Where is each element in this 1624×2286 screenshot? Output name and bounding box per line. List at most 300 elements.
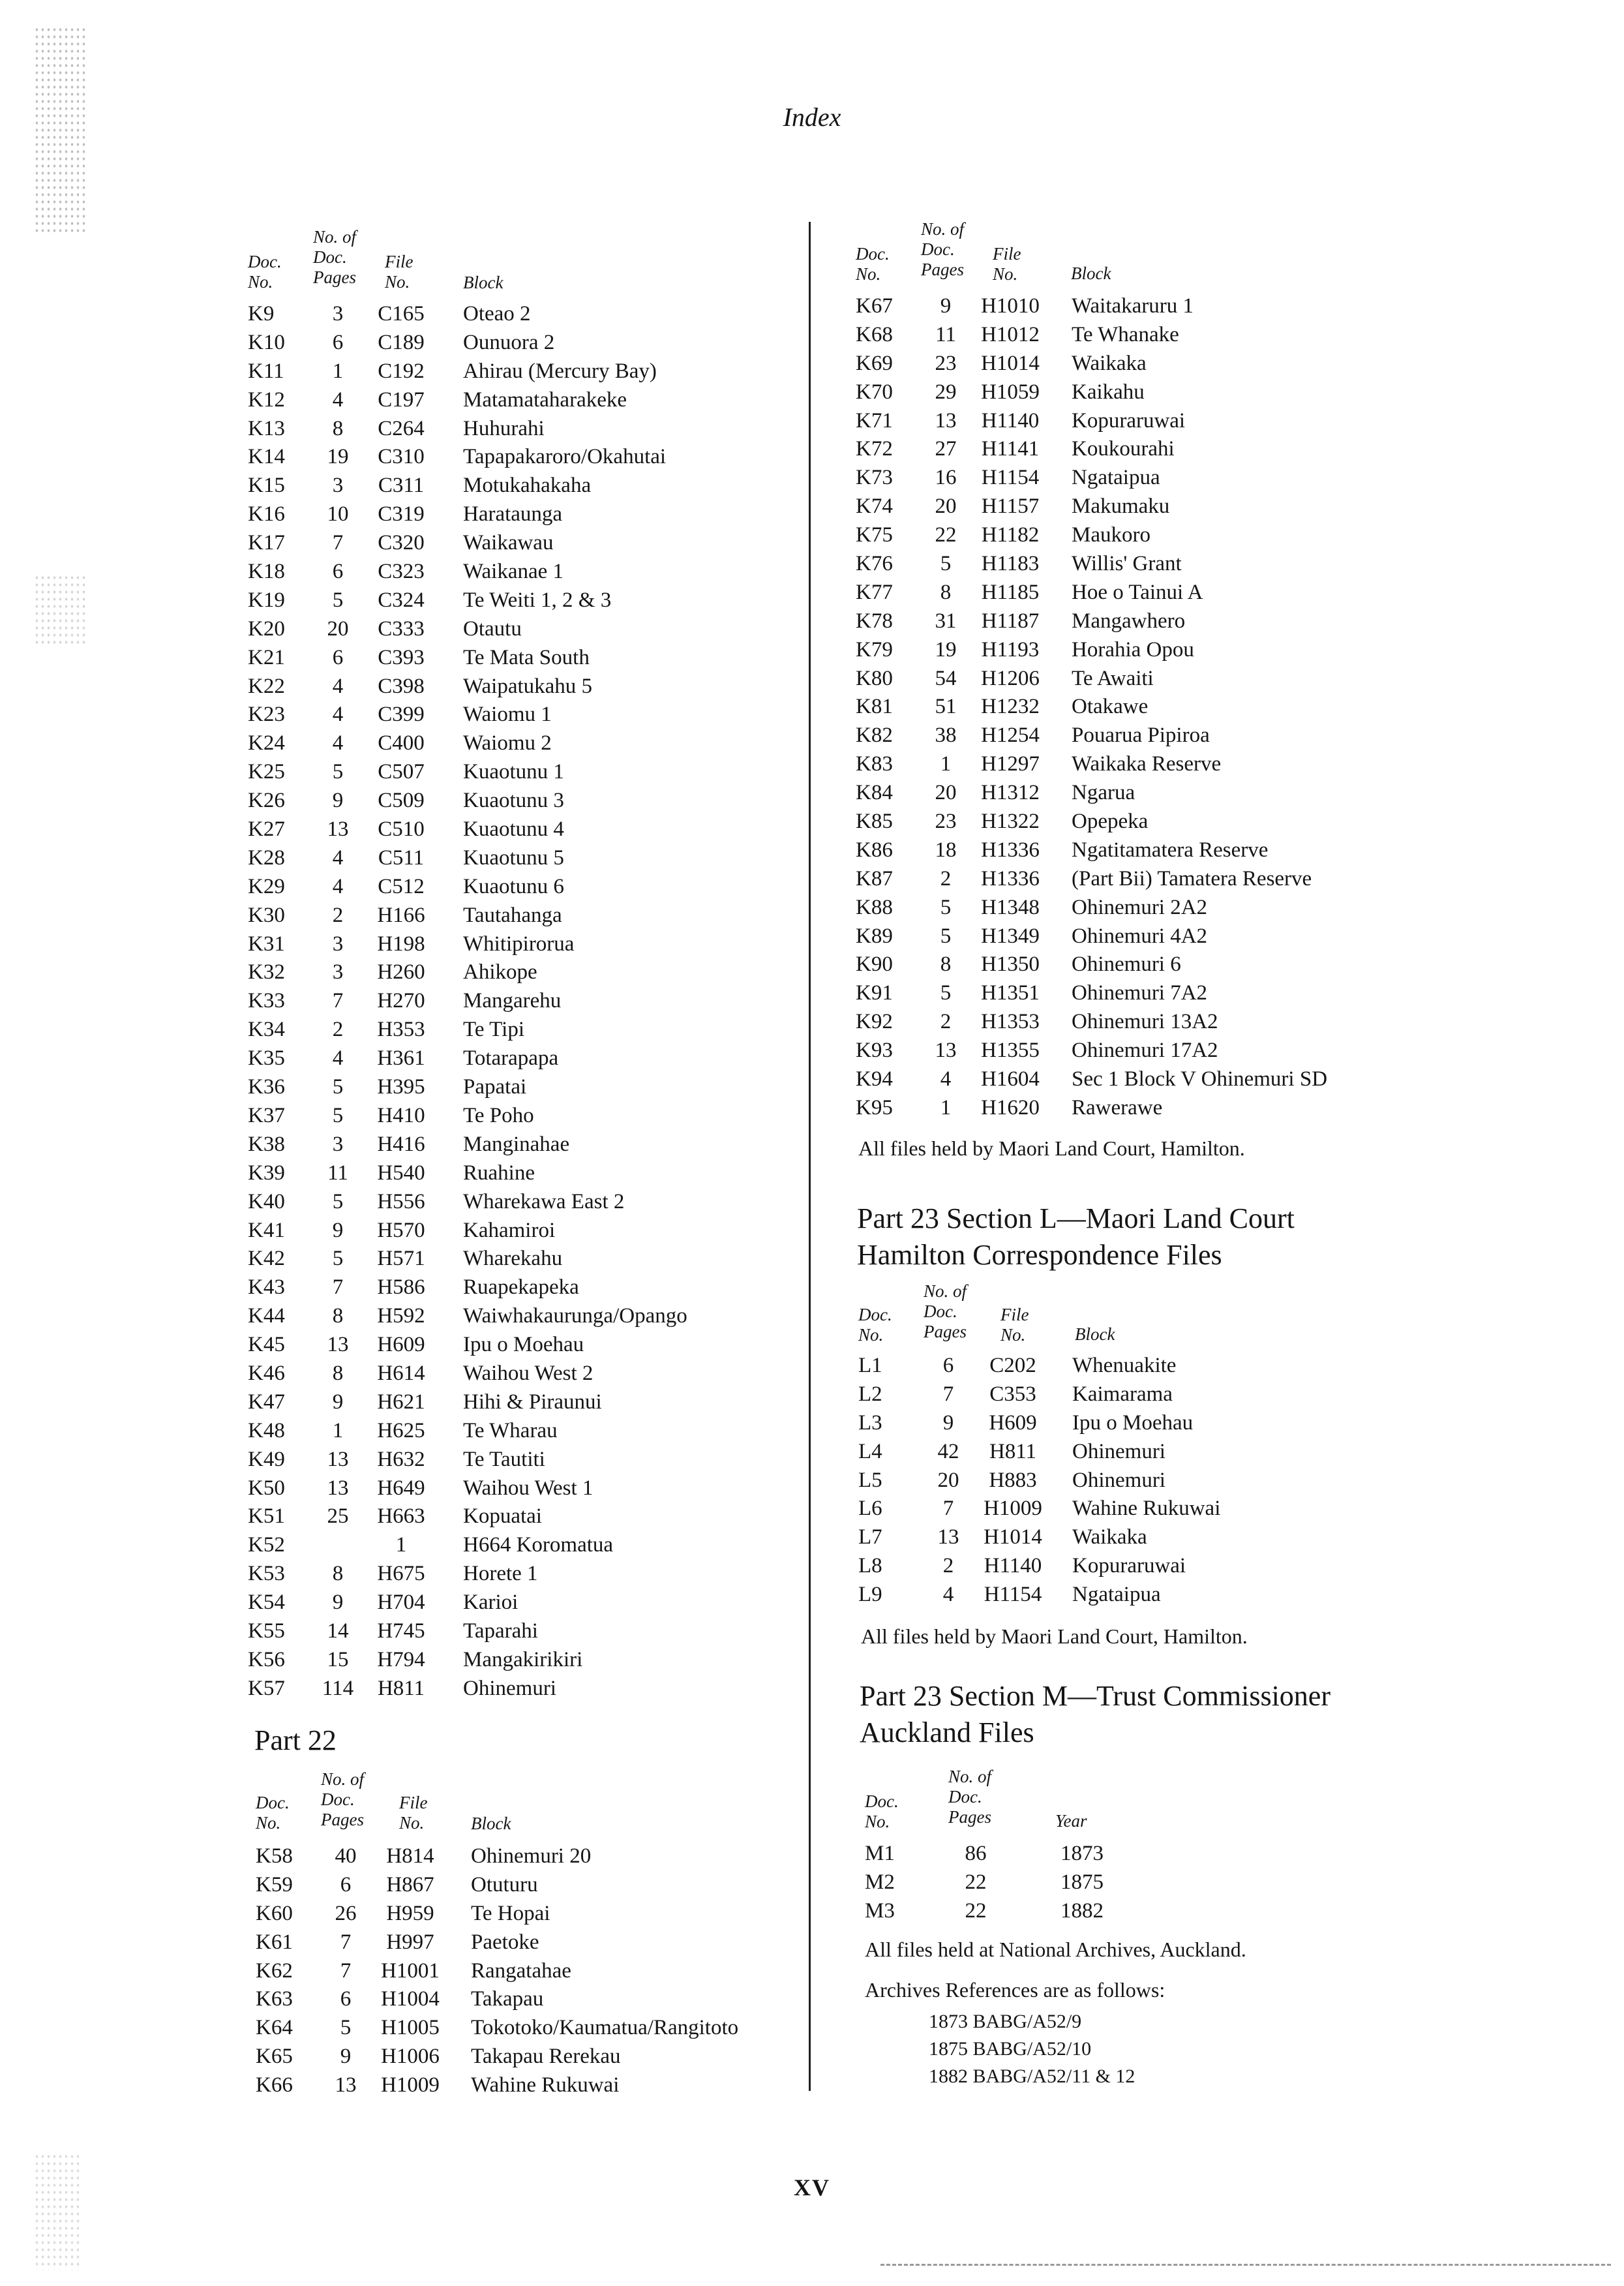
page-count: 11 xyxy=(327,1161,348,1185)
header-file-no: File No. xyxy=(399,1793,428,1833)
page-count: 23 xyxy=(935,810,957,834)
file-number: H166 xyxy=(377,903,425,927)
block-name: Takapau Rerekau xyxy=(471,2045,621,2069)
page-count: 6 xyxy=(340,1872,352,1897)
file-number: H1355 xyxy=(981,1039,1040,1063)
page-count: 29 xyxy=(935,380,957,404)
file-number: H1010 xyxy=(981,294,1040,318)
page-count: 13 xyxy=(327,1333,349,1357)
page-count: 8 xyxy=(332,1562,344,1586)
header-year: Year xyxy=(1055,1811,1087,1831)
block-name: Wahine Rukuwai xyxy=(1072,1497,1221,1521)
page-count: 5 xyxy=(940,895,952,919)
doc-number: K17 xyxy=(248,531,285,555)
doc-number: K72 xyxy=(856,437,893,461)
doc-number: K28 xyxy=(248,846,285,870)
page-count: 9 xyxy=(940,294,952,318)
block-name: Ngatitamatera Reserve xyxy=(1072,838,1269,862)
header-doc-pages: No. of Doc. Pages xyxy=(924,1281,967,1341)
page-count: 14 xyxy=(327,1619,349,1643)
block-name: Kuaotunu 3 xyxy=(463,789,564,813)
header-file-no: File No. xyxy=(385,252,414,292)
file-number: H260 xyxy=(377,960,425,984)
section-l-title-line2: Hamilton Correspondence Files xyxy=(857,1239,1222,1271)
file-number: C323 xyxy=(378,560,425,584)
part22-title: Part 22 xyxy=(254,1724,337,1756)
page-count: 3 xyxy=(332,1132,344,1156)
block-name: Wharekawa East 2 xyxy=(463,1189,625,1213)
page-count: 13 xyxy=(937,1525,959,1549)
file-number: H625 xyxy=(377,1418,425,1442)
file-number: H1001 xyxy=(381,1958,440,1983)
page-count: 5 xyxy=(940,981,952,1005)
block-name: Pouarua Pipiroa xyxy=(1072,724,1210,748)
doc-number: K45 xyxy=(248,1333,285,1357)
doc-number: K27 xyxy=(248,817,285,842)
header-block: Block xyxy=(1075,1324,1115,1344)
file-number: H1254 xyxy=(981,724,1040,748)
doc-number: K42 xyxy=(248,1247,285,1271)
page-count: 6 xyxy=(332,645,344,669)
block-name: Kopuatai xyxy=(463,1504,542,1529)
page-count: 20 xyxy=(327,617,349,641)
page-count: 2 xyxy=(942,1554,954,1578)
doc-number: L4 xyxy=(858,1439,882,1463)
page-number: XV xyxy=(794,2174,830,2201)
page-count: 4 xyxy=(942,1583,954,1607)
doc-number: K60 xyxy=(256,1901,293,1925)
section-l-title-line1: Part 23 Section L—Maori Land Court xyxy=(857,1202,1295,1234)
block-name: Sec 1 Block V Ohinemuri SD xyxy=(1072,1067,1328,1091)
page-count: 7 xyxy=(332,989,344,1013)
file-number: H571 xyxy=(377,1247,425,1271)
page-count: 20 xyxy=(937,1468,959,1492)
page-count: 15 xyxy=(327,1647,349,1671)
page-count: 8 xyxy=(940,580,952,604)
archives-reference-list xyxy=(929,2008,1135,2090)
page-count: 1 xyxy=(332,1418,344,1442)
page-count: 9 xyxy=(340,2045,352,2069)
doc-number: K76 xyxy=(856,552,893,576)
page-count: 27 xyxy=(935,437,957,461)
doc-number: K91 xyxy=(856,981,893,1005)
block-name: Kuaotunu 1 xyxy=(463,760,564,784)
doc-number: K21 xyxy=(248,645,285,669)
doc-number: L2 xyxy=(858,1382,882,1406)
header-doc-pages: No. of Doc. Pages xyxy=(921,219,965,279)
page-count: 6 xyxy=(340,1987,352,2011)
block-name: Harataunga xyxy=(463,502,563,526)
file-number: H609 xyxy=(989,1410,1037,1435)
doc-number: K69 xyxy=(856,351,893,375)
page-count: 4 xyxy=(332,1046,344,1071)
file-number: H1348 xyxy=(981,895,1040,919)
page-count: 13 xyxy=(935,1039,957,1063)
doc-number: L3 xyxy=(858,1410,882,1435)
page-count: 3 xyxy=(332,474,344,498)
file-number: C399 xyxy=(378,703,425,727)
file-number: H1014 xyxy=(984,1525,1042,1549)
page-count: 2 xyxy=(940,866,952,891)
block-name: Kahamiroi xyxy=(463,1218,556,1242)
block-name: Taparahi xyxy=(463,1619,538,1643)
block-name: Ohinemuri xyxy=(1072,1468,1165,1492)
page-count: 9 xyxy=(332,789,344,813)
page-title: Index xyxy=(783,102,841,132)
page-count: 22 xyxy=(935,523,957,547)
file-number: C398 xyxy=(378,674,425,698)
doc-number: K82 xyxy=(856,724,893,748)
page-count: 4 xyxy=(332,703,344,727)
page-count: 7 xyxy=(332,531,344,555)
file-number: H632 xyxy=(377,1447,425,1471)
file-number: H1183 xyxy=(981,552,1040,576)
doc-number: K16 xyxy=(248,502,285,526)
doc-number: K70 xyxy=(856,380,893,404)
doc-number: K50 xyxy=(248,1476,285,1500)
page-count: 4 xyxy=(332,846,344,870)
file-number: H270 xyxy=(377,989,425,1013)
doc-number: K92 xyxy=(856,1010,893,1034)
file-number: H1232 xyxy=(981,695,1040,719)
block-name: Kaimarama xyxy=(1072,1382,1173,1406)
file-number: H395 xyxy=(377,1075,425,1099)
page-count: 86 xyxy=(965,1842,987,1865)
file-number: H867 xyxy=(386,1872,434,1897)
page-count: 7 xyxy=(942,1497,954,1521)
file-number: H540 xyxy=(377,1161,425,1185)
page-count: 31 xyxy=(935,609,957,633)
block-name: Te Wharau xyxy=(463,1418,558,1442)
file-number: H1604 xyxy=(981,1067,1040,1091)
doc-number: L7 xyxy=(858,1525,882,1549)
archives-reference: 1873 BABG/A52/9 xyxy=(929,2011,1082,2032)
block-name: Oteao 2 xyxy=(463,302,531,326)
file-number: H1297 xyxy=(981,752,1040,776)
page-count: 13 xyxy=(935,408,957,433)
doc-number: K15 xyxy=(248,474,285,498)
doc-number: K47 xyxy=(248,1390,285,1414)
file-number: H1193 xyxy=(981,637,1040,662)
block-name: Ohinemuri 7A2 xyxy=(1072,981,1208,1005)
block-name: Koukourahi xyxy=(1072,437,1175,461)
file-number: H1009 xyxy=(984,1497,1042,1521)
doc-number: M1 xyxy=(865,1842,895,1865)
page-count: 6 xyxy=(332,330,344,354)
block-name: Waiomu 1 xyxy=(463,703,552,727)
page-count: 18 xyxy=(935,838,957,862)
block-name: Waikaka Reserve xyxy=(1072,752,1222,776)
file-number: H592 xyxy=(377,1304,425,1328)
header-block: Block xyxy=(471,1814,511,1833)
file-number: C509 xyxy=(378,789,425,813)
block-name: Ruahine xyxy=(463,1161,535,1185)
block-name: Huhurahi xyxy=(463,416,545,440)
page-count: 2 xyxy=(332,1018,344,1042)
header-file-no: File No. xyxy=(993,244,1021,284)
doc-number: K46 xyxy=(248,1361,285,1385)
block-name: Te Tipi xyxy=(463,1018,524,1042)
scan-edge-speckle xyxy=(34,574,86,646)
page-count: 8 xyxy=(332,416,344,440)
page-count: 22 xyxy=(965,1870,987,1894)
file-number: H410 xyxy=(377,1103,425,1127)
file-number: C310 xyxy=(378,445,425,469)
header-doc-no: Doc. No. xyxy=(865,1791,899,1831)
file-number: H1353 xyxy=(981,1010,1040,1034)
block-name: Opepeka xyxy=(1072,810,1149,834)
header-file-no: File No. xyxy=(1000,1305,1029,1345)
doc-number: K22 xyxy=(248,674,285,698)
block-name: Ounuora 2 xyxy=(463,330,555,354)
doc-number: L1 xyxy=(858,1354,882,1377)
block-name: Waiwhakaurunga/Opango xyxy=(463,1304,687,1328)
block-name: Hoe o Tainui A xyxy=(1072,580,1203,604)
page-count: 5 xyxy=(332,1075,344,1099)
block-name: Ohinemuri xyxy=(1072,1439,1165,1463)
block-name: (Part Bii) Tamatera Reserve xyxy=(1072,866,1312,891)
header-doc-pages: No. of Doc. Pages xyxy=(313,227,357,287)
block-name: Te Awaiti xyxy=(1072,666,1154,690)
file-number: C319 xyxy=(378,502,425,526)
page-count: 13 xyxy=(327,817,349,842)
block-name: Waikanae 1 xyxy=(463,560,564,584)
block-name: Ohinemuri 2A2 xyxy=(1072,895,1208,919)
section-m-title-line1: Part 23 Section M—Trust Commissioner xyxy=(860,1680,1331,1712)
page-count: 4 xyxy=(940,1067,952,1091)
doc-number: K84 xyxy=(856,781,893,805)
block-name: Papatai xyxy=(463,1075,527,1099)
file-number: C400 xyxy=(378,731,425,755)
block-name: Ohinemuri 17A2 xyxy=(1072,1039,1218,1063)
doc-number: K56 xyxy=(248,1647,285,1671)
doc-number: K67 xyxy=(856,294,893,318)
doc-number: K74 xyxy=(856,495,893,519)
page-count: 13 xyxy=(327,1476,349,1500)
block-name: Karioi xyxy=(463,1591,519,1615)
section-l-title xyxy=(857,1200,1295,1273)
file-number: C311 xyxy=(378,474,425,498)
file-number: H883 xyxy=(989,1468,1037,1492)
doc-number: M2 xyxy=(865,1870,895,1894)
file-number: H1005 xyxy=(381,2016,440,2040)
block-name: Willis' Grant xyxy=(1072,552,1182,576)
file-number: H814 xyxy=(386,1844,434,1868)
page-count: 40 xyxy=(335,1844,357,1868)
doc-number: K51 xyxy=(248,1504,285,1529)
page-count: 5 xyxy=(940,552,952,576)
page-count: 9 xyxy=(332,1591,344,1615)
file-number: H1014 xyxy=(981,351,1040,375)
block-name: Mangakirikiri xyxy=(463,1647,583,1671)
file-number: H1349 xyxy=(981,924,1040,948)
block-name: Mangawhero xyxy=(1072,609,1186,633)
block-name: Rangatahae xyxy=(471,1958,571,1983)
file-number: H649 xyxy=(377,1476,425,1500)
page-count: 3 xyxy=(332,932,344,956)
page-count: 114 xyxy=(322,1676,354,1700)
block-name: Totarapapa xyxy=(463,1046,559,1071)
file-number: H1009 xyxy=(381,2073,440,2097)
page-count: 11 xyxy=(935,322,956,346)
doc-number: K26 xyxy=(248,789,285,813)
file-number: C324 xyxy=(378,588,425,612)
file-number: C512 xyxy=(378,874,425,898)
file-number: H704 xyxy=(377,1591,425,1615)
doc-number: K93 xyxy=(856,1039,893,1063)
doc-number: K9 xyxy=(248,302,275,326)
block-name: Te Hopai xyxy=(471,1901,550,1925)
file-number: H586 xyxy=(377,1275,425,1300)
page-count: 19 xyxy=(935,637,957,662)
block-name: Tapapakaroro/Okahutai xyxy=(463,445,667,469)
header-block: Block xyxy=(463,273,504,292)
doc-number: K80 xyxy=(856,666,893,690)
block-name: Takapau xyxy=(471,1987,544,2011)
page-count: 8 xyxy=(332,1304,344,1328)
file-number: C165 xyxy=(378,302,425,326)
file-number: H1182 xyxy=(981,523,1040,547)
page-count: 5 xyxy=(340,2016,352,2040)
doc-number: K62 xyxy=(256,1958,293,1983)
block-name: Ngataipua xyxy=(1072,466,1160,490)
doc-number: K12 xyxy=(248,388,285,412)
block-name: Ahirau (Mercury Bay) xyxy=(463,359,657,383)
doc-number: K81 xyxy=(856,695,893,719)
file-number: H997 xyxy=(386,1930,434,1954)
doc-number: K88 xyxy=(856,895,893,919)
doc-number: K43 xyxy=(248,1275,285,1300)
block-name: Te Weiti 1, 2 & 3 xyxy=(463,588,612,612)
doc-number: K41 xyxy=(248,1218,285,1242)
header-doc-pages: No. of Doc. Pages xyxy=(948,1767,992,1827)
page-count: 4 xyxy=(332,388,344,412)
doc-number: K10 xyxy=(248,330,285,354)
block-name: Waihou West 1 xyxy=(463,1476,594,1500)
block-name: Kuaotunu 5 xyxy=(463,846,564,870)
file-number: H614 xyxy=(377,1361,425,1385)
header-doc-no: Doc. No. xyxy=(248,252,282,292)
page-count: 1 xyxy=(940,1095,952,1120)
block-name: Waipatukahu 5 xyxy=(463,674,593,698)
doc-number: L8 xyxy=(858,1554,882,1578)
doc-number: K65 xyxy=(256,2045,293,2069)
page-count: 5 xyxy=(332,1103,344,1127)
file-number: C507 xyxy=(378,760,425,784)
doc-number: K95 xyxy=(856,1095,893,1120)
page-count: 20 xyxy=(935,781,957,805)
doc-number: K55 xyxy=(248,1619,285,1643)
file-number: H361 xyxy=(377,1046,425,1071)
block-name: Ohinemuri 4A2 xyxy=(1072,924,1208,948)
file-number: H353 xyxy=(377,1018,425,1042)
page-count: 7 xyxy=(332,1275,344,1300)
doc-number: K25 xyxy=(248,760,285,784)
block-name: Mangarehu xyxy=(463,989,562,1013)
file-number: H794 xyxy=(377,1647,425,1671)
file-number: H556 xyxy=(377,1189,425,1213)
file-number: C320 xyxy=(378,531,425,555)
doc-number: K71 xyxy=(856,408,893,433)
year: 1882 xyxy=(1060,1898,1104,1923)
doc-number: K34 xyxy=(248,1018,285,1042)
archives-reference: 1875 BABG/A52/10 xyxy=(929,2038,1092,2060)
doc-number: K77 xyxy=(856,580,893,604)
file-number: H1350 xyxy=(981,952,1040,977)
page-count: 13 xyxy=(335,2073,357,2097)
page-count: 5 xyxy=(332,588,344,612)
block-name: Ohinemuri xyxy=(463,1676,556,1700)
file-number: H1006 xyxy=(381,2045,440,2069)
file-number: H1154 xyxy=(984,1583,1042,1607)
block-name: Wharekahu xyxy=(463,1247,563,1271)
scan-bottom-rule xyxy=(880,2264,1611,2266)
block-name: Tautahanga xyxy=(463,903,562,927)
file-number: H1187 xyxy=(981,609,1040,633)
doc-number: K83 xyxy=(856,752,893,776)
page-count: 20 xyxy=(935,495,957,519)
block-name: Otautu xyxy=(463,617,522,641)
block-name: Waiomu 2 xyxy=(463,731,552,755)
doc-number: K86 xyxy=(856,838,893,862)
block-name: Ohinemuri 13A2 xyxy=(1072,1010,1218,1034)
doc-number: K39 xyxy=(248,1161,285,1185)
doc-number: K59 xyxy=(256,1872,293,1897)
page-count: 5 xyxy=(332,760,344,784)
page-count: 22 xyxy=(965,1898,987,1923)
page-count: 38 xyxy=(935,724,957,748)
file-number: C197 xyxy=(378,388,425,412)
block-name: Te Whanake xyxy=(1072,322,1179,346)
file-number: H1206 xyxy=(981,666,1040,690)
file-number: C264 xyxy=(378,416,425,440)
doc-number: K11 xyxy=(248,359,284,383)
page-count: 4 xyxy=(332,731,344,755)
block-name: Whitipirorua xyxy=(463,932,575,956)
file-number: H570 xyxy=(377,1218,425,1242)
file-number: H663 xyxy=(377,1504,425,1529)
page-count: 6 xyxy=(332,560,344,584)
doc-number: K35 xyxy=(248,1046,285,1071)
page-count: 5 xyxy=(940,924,952,948)
page-count: 2 xyxy=(332,903,344,927)
doc-number: K63 xyxy=(256,1987,293,2011)
doc-number: K30 xyxy=(248,903,285,927)
file-number: H811 xyxy=(377,1676,425,1700)
doc-number: K24 xyxy=(248,731,285,755)
page-count: 13 xyxy=(327,1447,349,1471)
file-number: H1312 xyxy=(981,781,1040,805)
page-count: 6 xyxy=(942,1354,954,1377)
page-count: 4 xyxy=(332,874,344,898)
block-name: Kuaotunu 6 xyxy=(463,874,564,898)
file-number: H1336 xyxy=(981,838,1040,862)
block-name: Ipu o Moehau xyxy=(463,1333,584,1357)
doc-number: K20 xyxy=(248,617,285,641)
doc-number: K53 xyxy=(248,1562,285,1586)
file-number: H198 xyxy=(377,932,425,956)
block-name: Ipu o Moehau xyxy=(1072,1410,1194,1435)
block-name: Paetoke xyxy=(471,1930,539,1954)
file-number: H1336 xyxy=(981,866,1040,891)
file-number: H1157 xyxy=(981,495,1040,519)
doc-number: K73 xyxy=(856,466,893,490)
block-name: Horete 1 xyxy=(463,1562,538,1586)
doc-number: K57 xyxy=(248,1676,285,1700)
file-number: C393 xyxy=(378,645,425,669)
block-name: Wahine Rukuwai xyxy=(471,2073,620,2097)
header-doc-no: Doc. No. xyxy=(858,1305,892,1345)
